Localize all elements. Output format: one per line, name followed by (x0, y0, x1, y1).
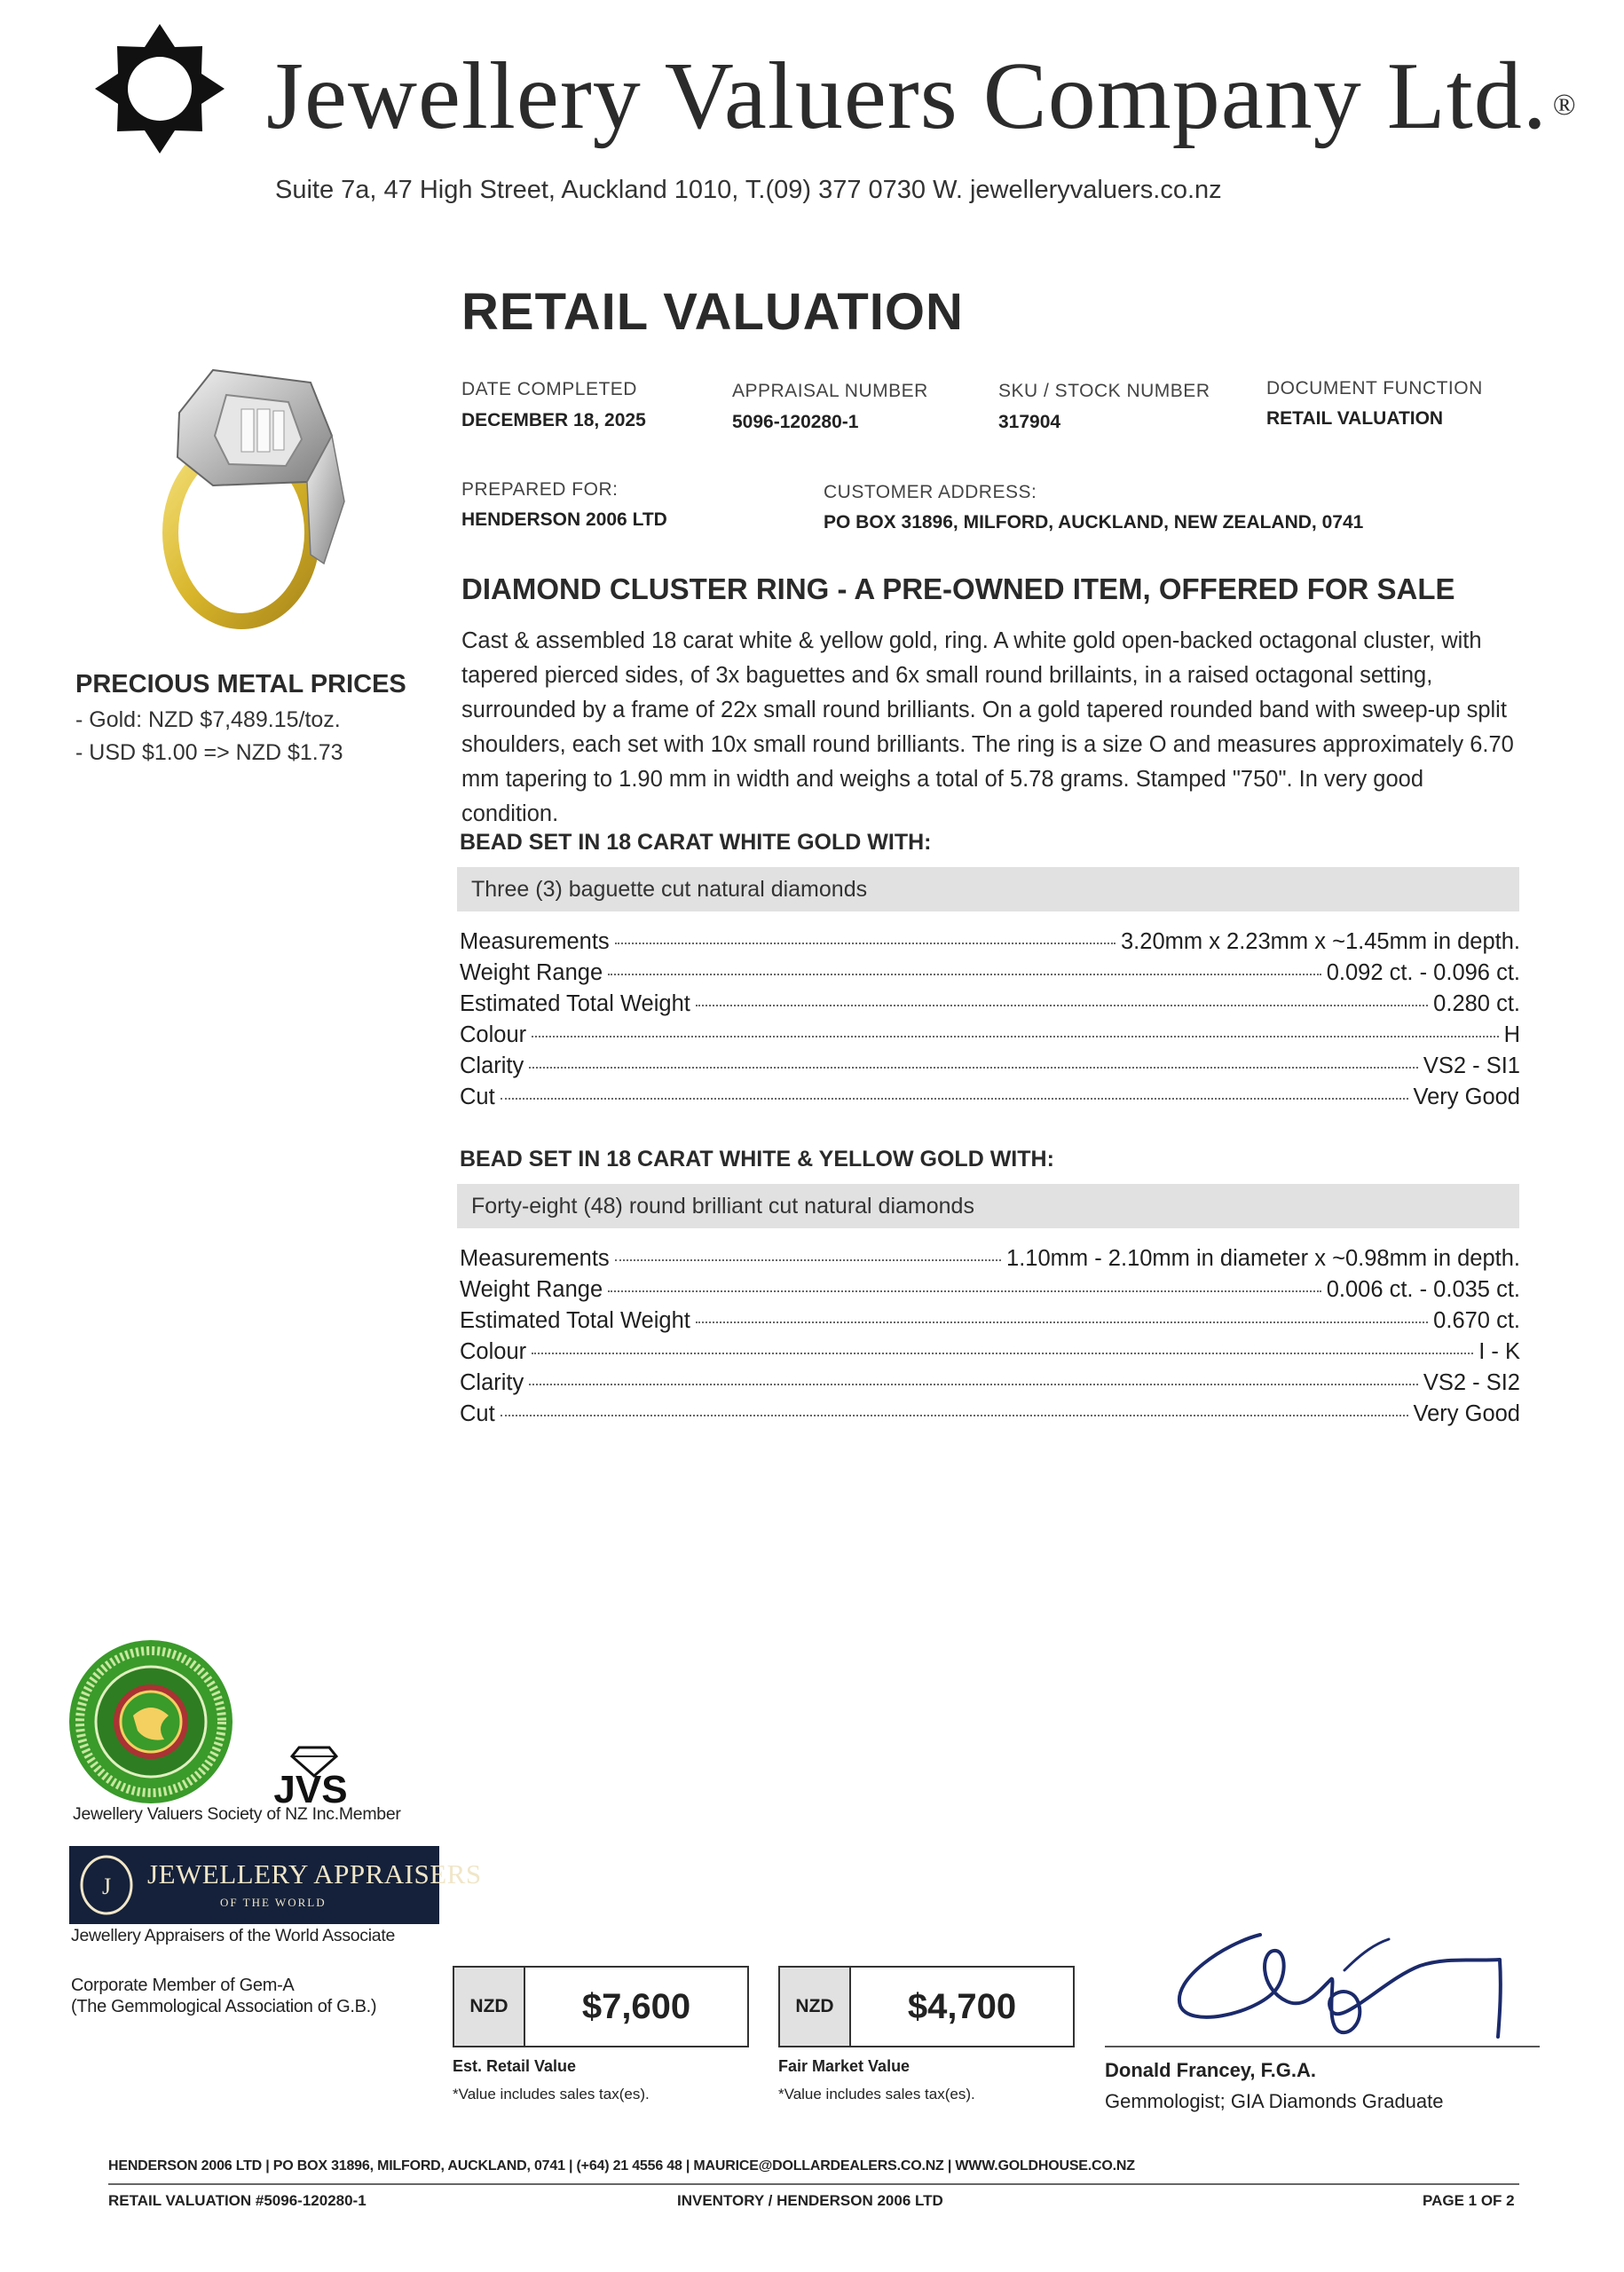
gem-a-membership (71, 1975, 376, 2017)
spec-value: 0.280 ct. (1433, 991, 1520, 1016)
leader-dots (696, 1005, 1428, 1006)
leader-dots (501, 1098, 1408, 1100)
document-function-value: RETAIL VALUATION (1266, 408, 1444, 429)
jvs-member-caption: Jewellery Valuers Society of NZ Inc.Member (73, 1804, 401, 1824)
currency-code: NZD (454, 1968, 525, 2046)
jaw-title: JEWELLERY APPRAISERS (147, 1858, 482, 1889)
spec-value: 0.670 ct. (1433, 1308, 1520, 1333)
leader-dots (529, 1384, 1418, 1385)
spec-row (460, 1339, 1520, 1369)
spec-label: Estimated Total Weight (460, 991, 690, 1016)
section-heading: BEAD SET IN 18 CARAT WHITE GOLD WITH: (460, 830, 932, 855)
spec-row (460, 960, 1520, 990)
leader-dots (696, 1321, 1428, 1323)
document-function-label: DOCUMENT FUNCTION (1266, 378, 1483, 398)
spec-label: Measurements (460, 929, 610, 954)
svg-text:JVS: JVS (273, 1768, 348, 1806)
leader-dots (615, 943, 1116, 944)
svg-text:J: J (101, 1874, 112, 1899)
jaw-associate-caption: Jewellery Appraisers of the World Associate (71, 1926, 395, 1945)
section-heading: BEAD SET IN 18 CARAT WHITE & YELLOW GOLD WITH: (460, 1147, 1054, 1172)
spec-value: H (1503, 1022, 1520, 1047)
footer-inventory: INVENTORY / HENDERSON 2006 LTD (677, 2192, 943, 2209)
fair-market-value-amount: $4,700 (907, 1986, 1017, 2026)
jaw-badge (69, 1846, 482, 1924)
spec-value: VS2 - SI1 (1423, 1053, 1520, 1078)
spec-value: 1.10mm - 2.10mm in diameter x ~0.98mm in depth. (1006, 1246, 1520, 1271)
currency-code: NZD (780, 1968, 851, 2046)
spec-label: Weight Range (460, 960, 603, 985)
spec-value: Very Good (1413, 1085, 1520, 1109)
leader-dots (532, 1036, 1498, 1037)
gem-a-line: Corporate Member of Gem-A (71, 1976, 295, 1995)
prepared-for-label: PREPARED FOR: (461, 479, 619, 500)
sku-value: 317904 (998, 412, 1061, 432)
retail-value-note: *Value includes sales tax(es). (453, 2086, 650, 2102)
jvs-logo-icon (244, 1744, 377, 1806)
signer-name: Donald Francey, F.G.A. (1105, 2059, 1316, 2081)
spec-label: Weight Range (460, 1277, 603, 1302)
usd-rate: - USD $1.00 => NZD $1.73 (75, 740, 343, 765)
page-number: PAGE 1 OF 2 (1423, 2192, 1515, 2209)
spec-value: 0.092 ct. - 0.096 ct. (1326, 960, 1520, 985)
signer-title: Gemmologist; GIA Diamonds Graduate (1105, 2090, 1444, 2112)
spec-row (460, 929, 1520, 959)
spec-row (460, 991, 1520, 1022)
item-description: Cast & assembled 18 carat white & yellow gold, ring. A white gold open-backed octagonal cluster, with tapered pierced sides, of 3x baguettes and 6x small round brillaints, in a raised octagonal setting, surrounded by a frame of 22x small round brilliants. On a gold tapered rounded band with sweep-up split shoulders, each set with 10x small round brilliants. The ring is a size O and measures approximately 6.70 mm tapering to 1.90 mm in width and weighs a total of 5.78 grams. Stamped "750". In very good condition. (461, 628, 1514, 826)
gem-a-line: (The Gemmological Association of G.B.) (71, 1997, 377, 2016)
spec-row (460, 1308, 1520, 1338)
leader-dots (532, 1353, 1473, 1354)
retail-value-amount: $7,600 (581, 1986, 691, 2026)
company-logo-icon (93, 22, 226, 155)
leader-dots (608, 1290, 1321, 1292)
spec-value: Very Good (1413, 1401, 1520, 1426)
stone-band (457, 1184, 1519, 1228)
company-name: Jewellery Valuers Company Ltd. ® (266, 43, 1577, 149)
retail-value-label: Est. Retail Value (453, 2057, 577, 2075)
ring-photo (142, 351, 355, 635)
footer-contact: HENDERSON 2006 LTD | PO BOX 31896, MILFORD, AUCKLAND, 0741 | (+64) 21 4556 48 | MAURICE@DOLLARDEALERS.CO.NZ | WWW.GOLDHOUSE.CO.NZ (108, 2158, 1135, 2173)
document-title: RETAIL VALUATION (461, 283, 964, 341)
spec-row (460, 1277, 1520, 1307)
spec-value: VS2 - SI2 (1423, 1370, 1520, 1395)
stone-band (457, 867, 1519, 911)
jaw-subtitle: OF THE WORLD (220, 1896, 327, 1909)
gold-price: - Gold: NZD $7,489.15/toz. (75, 707, 341, 732)
fair-market-value-note: *Value includes sales tax(es). (778, 2086, 975, 2102)
spec-label: Clarity (460, 1370, 524, 1395)
customer-address-label: CUSTOMER ADDRESS: (824, 482, 1037, 502)
leader-dots (608, 974, 1321, 975)
spec-value: 3.20mm x 2.23mm x ~1.45mm in depth. (1121, 929, 1520, 954)
metal-prices-title: PRECIOUS METAL PRICES (75, 670, 406, 698)
date-completed-value: DECEMBER 18, 2025 (461, 410, 646, 430)
spec-row (460, 1053, 1520, 1084)
fair-market-value-label: Fair Market Value (778, 2057, 911, 2075)
leader-dots (501, 1415, 1408, 1416)
spec-label: Cut (460, 1085, 495, 1109)
jaw-emblem-icon (78, 1853, 135, 1917)
footer-reference: RETAIL VALUATION #5096-120280-1 (108, 2192, 367, 2209)
spec-label: Cut (460, 1401, 495, 1426)
spec-row (460, 1022, 1520, 1053)
appraisal-number-value: 5096-120280-1 (732, 412, 859, 432)
company-address: Suite 7a, 47 High Street, Auckland 1010, T.(09) 377 0730 W. jewelleryvaluers.co.nz (275, 176, 1222, 204)
spec-label: Estimated Total Weight (460, 1308, 690, 1333)
spec-label: Measurements (460, 1246, 610, 1271)
retail-value-box (453, 1966, 749, 2047)
leader-dots (529, 1067, 1418, 1069)
stone-description: Three (3) baguette cut natural diamonds (471, 877, 868, 902)
signature-line (1105, 2046, 1540, 2047)
spec-value: 0.006 ct. - 0.035 ct. (1326, 1277, 1520, 1302)
prepared-for-value: HENDERSON 2006 LTD (461, 509, 667, 530)
spec-label: Colour (460, 1339, 527, 1364)
signature-image (1154, 1917, 1526, 2072)
spec-row (460, 1246, 1520, 1276)
sku-label: SKU / STOCK NUMBER (998, 381, 1210, 401)
fair-market-value-box (778, 1966, 1075, 2047)
spec-row (460, 1370, 1520, 1400)
stone-description: Forty-eight (48) round brilliant cut natural diamonds (471, 1194, 974, 1219)
appraisal-number-label: APPRAISAL NUMBER (732, 381, 928, 401)
leader-dots (615, 1259, 1001, 1261)
spec-row (460, 1401, 1520, 1432)
item-title: DIAMOND CLUSTER RING - A PRE-OWNED ITEM, OFFERED FOR SALE (461, 572, 1455, 605)
spec-row (460, 1085, 1520, 1115)
spec-label: Clarity (460, 1053, 524, 1078)
spec-label: Colour (460, 1022, 527, 1047)
date-completed-label: DATE COMPLETED (461, 379, 637, 399)
spec-value: I - K (1478, 1339, 1520, 1364)
customer-address-value: PO BOX 31896, MILFORD, AUCKLAND, NEW ZEALAND, 0741 (824, 512, 1364, 532)
footer-divider (108, 2183, 1519, 2185)
jvs-seal-icon (67, 1637, 235, 1806)
